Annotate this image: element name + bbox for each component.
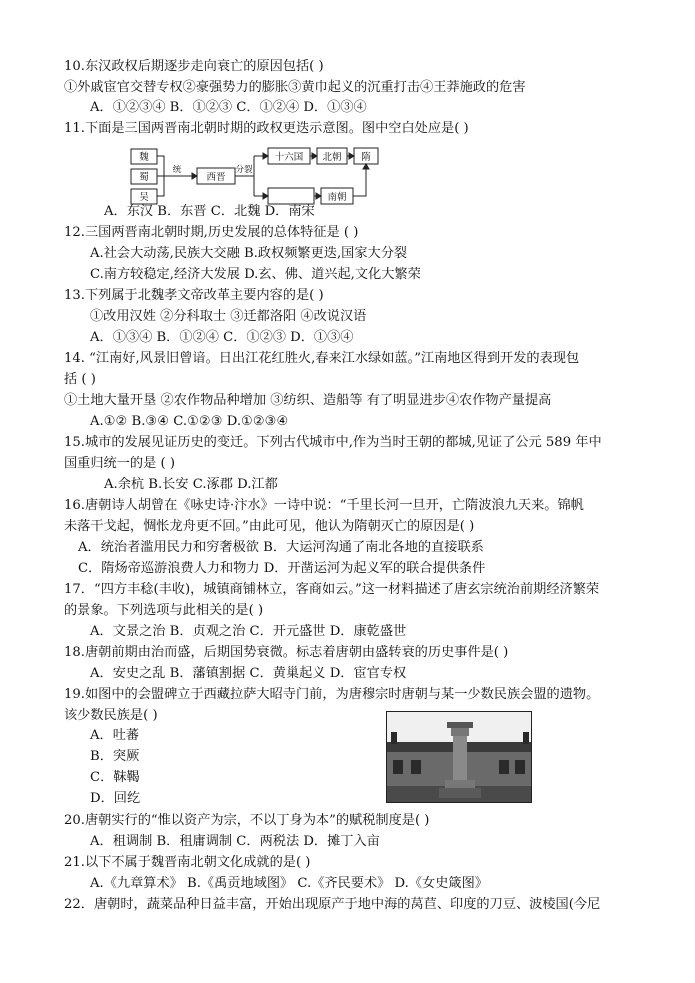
q13-line-1: 13.下列属于北魏孝文帝改革主要内容的是( ) [64,288,324,303]
q12-line-3: C.南方较稳定,经济大发展 D.玄、佛、道兴起,文化大繁荣 [90,267,421,282]
label-unify: 统 [172,165,182,175]
q21-line-1: 21.以下不属于魏晋南北朝文化成就的是( ) [64,855,311,870]
q14-line-1: 14. “江南好,风景旧曾谙。日出江花红胜火,春来江水绿如蓝。”江南地区得到开发的表现包 [64,351,580,366]
q19-line-2: 该少数民族是( ) [64,708,158,723]
label-west-jin: 西晋 [206,172,226,183]
q13-line-2: ①改用汉姓 ②分科取士 ③迁都洛阳 ④改说汉语 [90,309,367,324]
q16-line-2: 未落干戈起，惆怅龙舟更不回。”由此可见，他认为隋朝灭亡的原因是( ) [64,519,475,534]
q12-line-2: A.社会大动荡,民族大交融 B.政权频繁更迭,国家大分裂 [90,246,408,261]
label-southern-dynasties: 南朝 [327,192,347,203]
q14-line-2: 括 ( ) [64,372,96,387]
q15-line-1: 15.城市的发展见证历史的变迁。下列古代城市中,作为当时王朝的都城,见证了公元 589 年中 [64,435,602,450]
q16-line-4: C．隋炀帝巡游浪费人力和物力 D．开凿运河为起义军的联合提供条件 [78,561,486,576]
q14-line-4: A.①② B.③④ C.①②③ D.①②③④ [90,414,289,429]
stele-photo-drawing [387,712,532,803]
label-northern-dynasties: 北朝 [322,152,342,163]
q16-line-3: A．统治者滥用民力和穷奢极欲 B．大运河沟通了南北各地的直接联系 [78,540,484,555]
alliance-stele-photo [386,711,532,803]
q19-line-3: A．吐蕃 [90,728,140,743]
q10-line-3: A．①②③④ B．①②③ C．①②④ D．①③④ [90,100,367,115]
label-shu: 蜀 [139,172,149,183]
q14-line-3: ①土地大量开垦 ②农作物品种增加 ③纺织、造船等 有了明显进步④农作物产量提高 [64,393,552,408]
q17-line-2: 的景象。下列选项与此相关的是( ) [64,603,264,618]
q10-line-1: 10.东汉政权后期逐步走向衰亡的原因包括( ) [64,59,324,74]
label-split: 分裂 [235,165,253,175]
q20-line-1: 20.唐朝实行的“惟以资产为宗，不以丁身为本”的赋税制度是( ) [64,813,430,828]
q17-line-1: 17．“四方丰稔(丰收)，城镇商铺林立，客商如云。”这一材料描述了唐玄宗统治前期经济繁荣 [64,582,600,597]
box-blank-answer [268,188,314,204]
q11-line-1: 11.下面是三国两晋南北朝时期的政权更迭示意图。图中空白处应是( ) [64,121,469,136]
q18-line-1: 18.唐朝前期由治而盛，后期国势衰微。标志着唐朝由盛转衰的历史事件是( ) [64,645,509,660]
q19-line-1: 19.如图中的会盟碑立于西藏拉萨大昭寺门前，为唐穆宗时唐朝与某一少数民族会盟的遗物。 [64,687,600,702]
label-wei: 魏 [139,152,149,163]
q18-line-2: A．安史之乱 B．藩镇割据 C．黄巢起义 D．宦官专权 [90,666,407,681]
q13-line-3: A．①③④ B．①②④ C．①②③ D．①③④ [90,330,354,345]
q19-line-5: C．靺鞨 [90,770,140,785]
q15-line-3: A.余杭 B.长安 C.涿郡 D.江都 [104,477,278,492]
q22-line-1: 22．唐朝时，蔬菜品种日益丰富，开始出现原产于地中海的莴苣、印度的刀豆、波棱国(今尼 [64,897,601,912]
label-wu: 吴 [139,192,149,203]
q10-line-2: ①外戚宦官交替专权②豪强势力的膨胀③黄巾起义的沉重打击④王莽施政的危害 [64,80,526,95]
regime-succession-diagram [130,146,380,206]
q19-line-4: B．突厥 [90,749,140,764]
q12-line-1: 12.三国两晋南北朝时期,历史发展的总体特征是 ( ) [64,225,359,240]
q21-line-2: A.《九章算术》 B.《禹贡地域图》 C.《齐民要术》 D.《女史箴图》 [90,876,488,891]
q20-line-2: A．租调制 B．租庸调制 C．两税法 D．摊丁入亩 [90,834,380,849]
q15-line-2: 国重归统一的是 ( ) [64,456,175,471]
q17-line-3: A．文景之治 B．贞观之治 C．开元盛世 D．康乾盛世 [90,624,407,639]
label-sui: 隋 [361,152,371,163]
q16-line-1: 16.唐朝诗人胡曾在《咏史诗·汴水》一诗中说：“千里长河一旦开，亡隋波浪九天来。锦帆 [64,498,584,513]
label-sixteen-kingdoms: 十六国 [274,152,304,163]
q11-line-2: A．东汉 B．东晋 C．北魏 D．南宋 [104,204,315,219]
q19-line-6: D．回纥 [90,791,141,806]
